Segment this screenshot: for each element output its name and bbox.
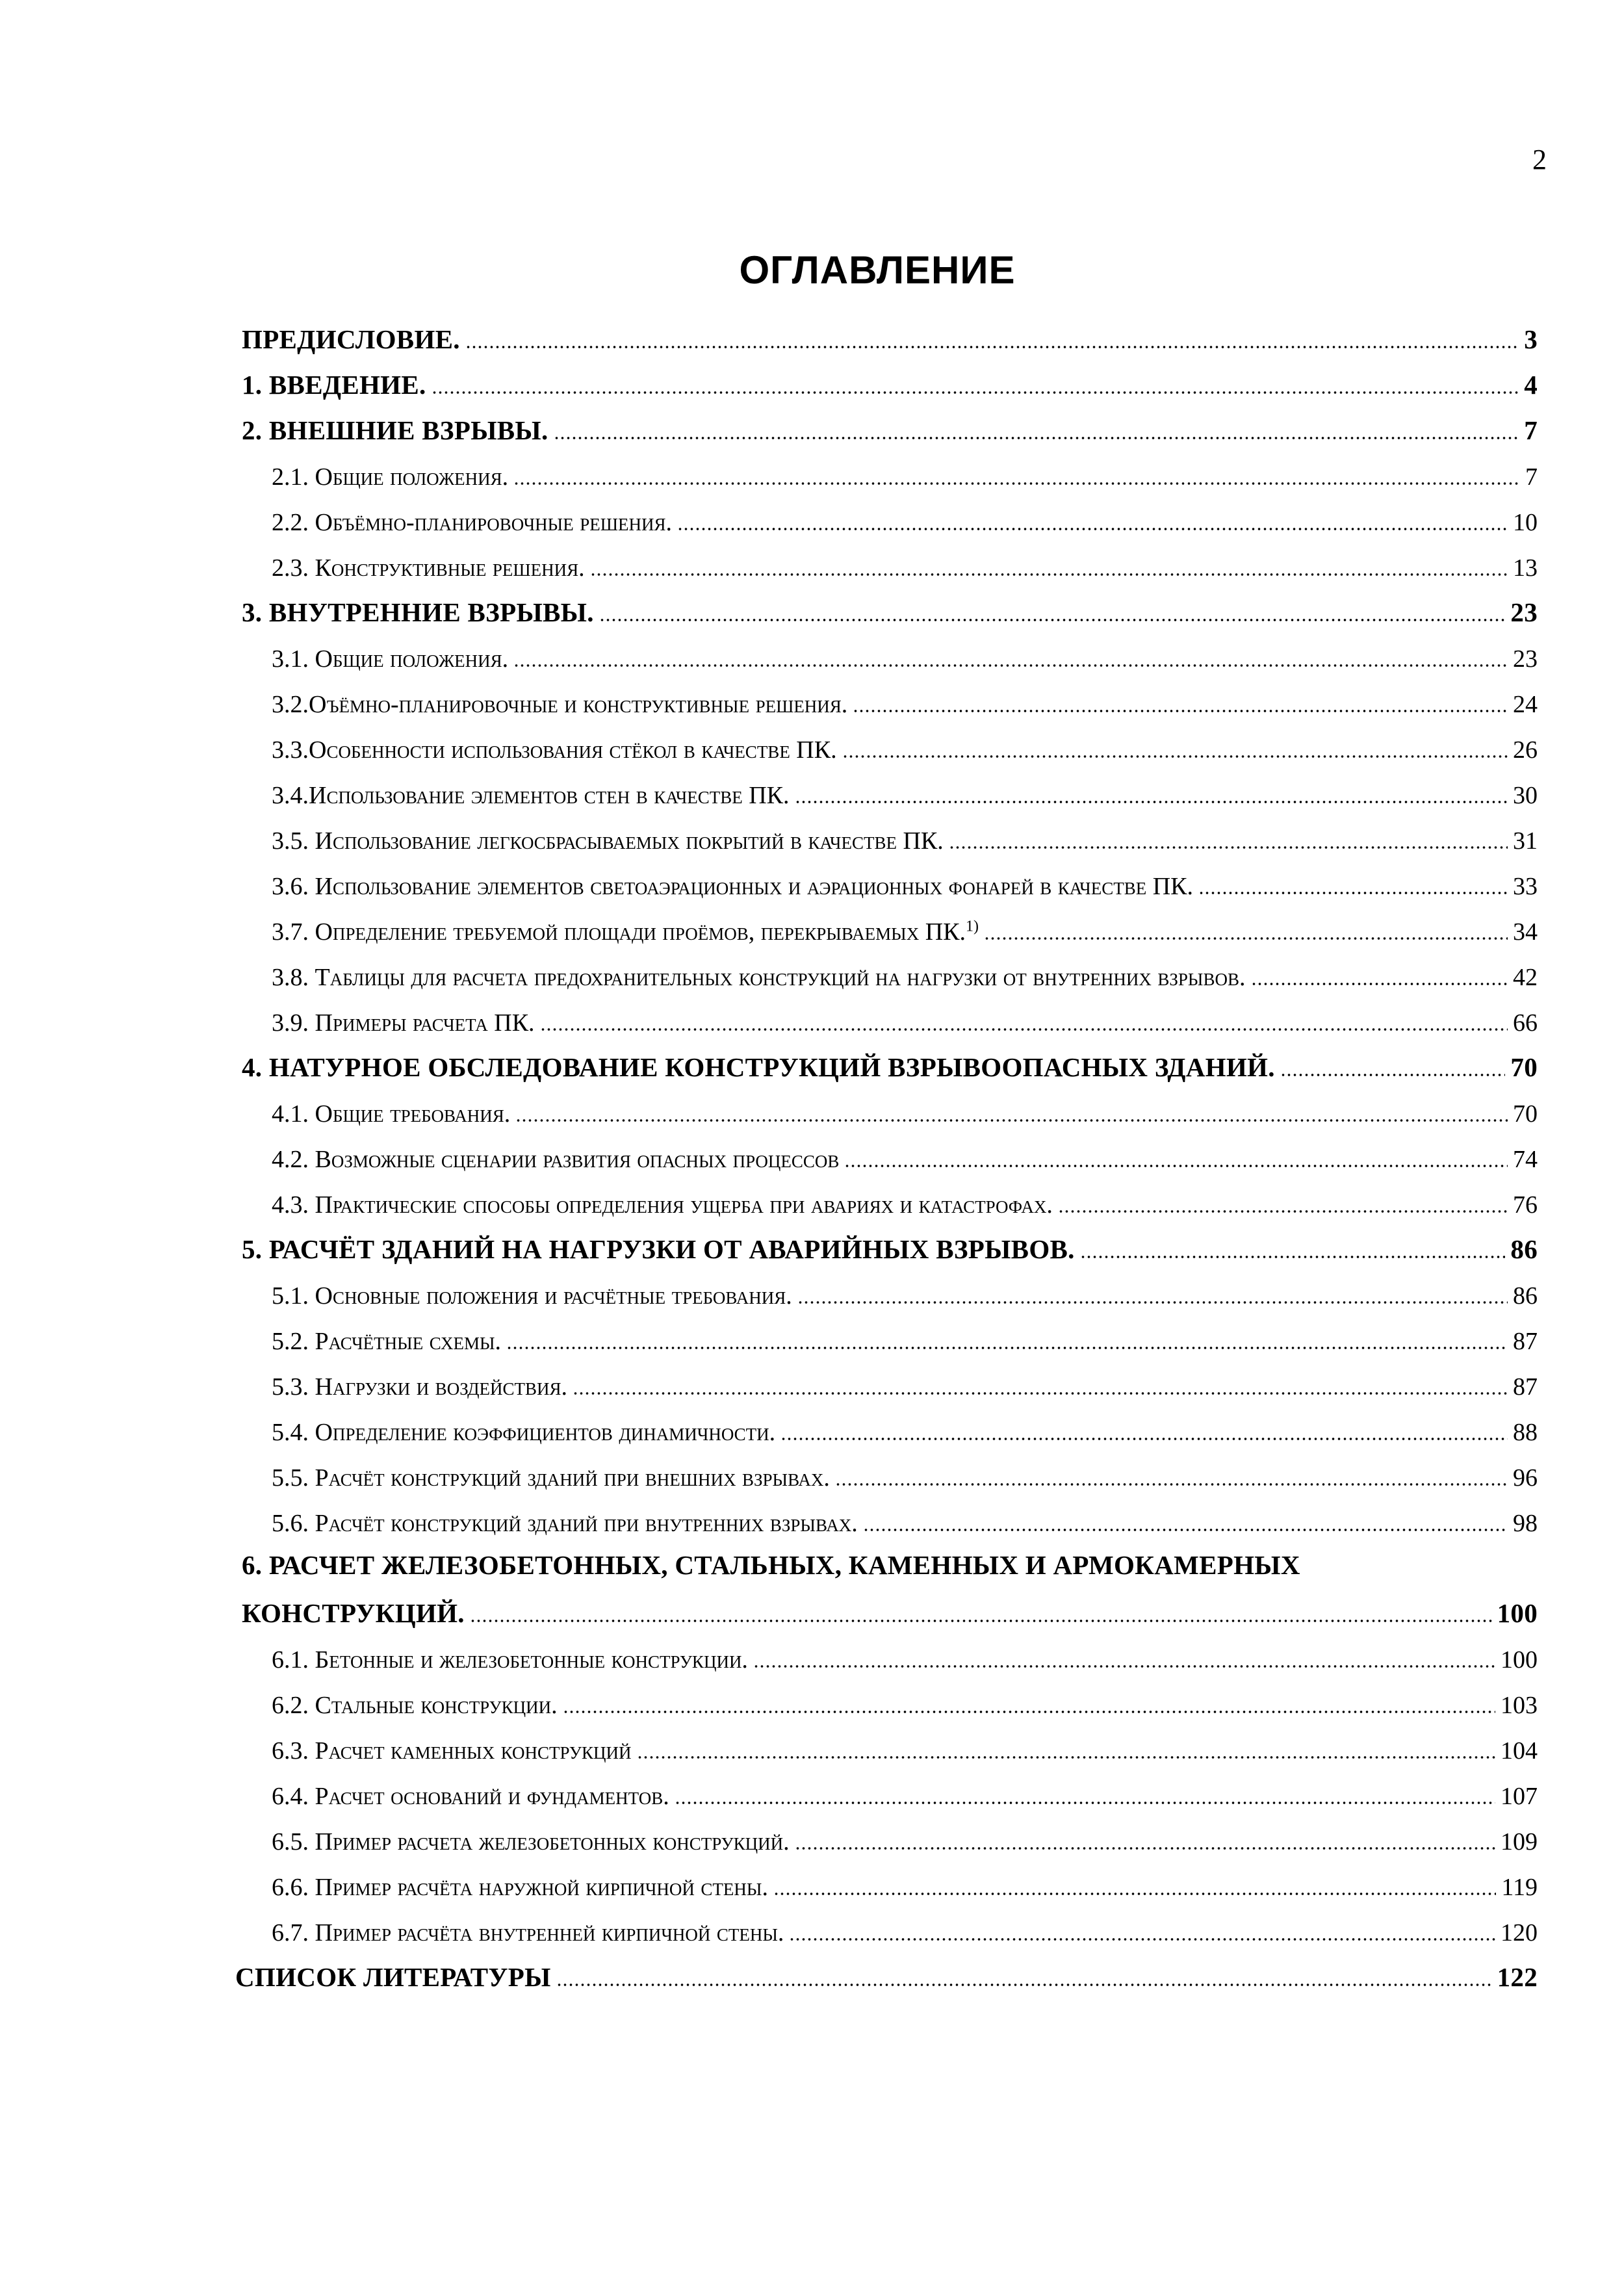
- toc-label: 6.2. Стальные конструкции.: [272, 1692, 558, 1719]
- toc-page: 100: [1497, 1598, 1538, 1628]
- toc-page: 70: [1513, 1100, 1538, 1128]
- dot-leader: [563, 1711, 1495, 1713]
- dot-leader: [853, 710, 1508, 712]
- toc-page: 4: [1524, 370, 1538, 400]
- dot-leader: [780, 1438, 1508, 1440]
- toc-entry[interactable]: [272, 685, 1538, 719]
- toc-entry[interactable]: [272, 1367, 1538, 1401]
- toc-page: 26: [1513, 736, 1538, 764]
- toc-entry[interactable]: [242, 1049, 1538, 1083]
- dot-leader: [515, 1119, 1508, 1122]
- toc-page: 87: [1513, 1328, 1538, 1355]
- toc-entry-heading-line[interactable]: [242, 1549, 1300, 1583]
- toc-label: 4. НАТУРНОЕ ОБСЛЕДОВАНИЕ КОНСТРУКЦИЙ ВЗРЫВООПАСНЫХ ЗДАНИЙ.: [242, 1052, 1275, 1082]
- toc-label: 6.5. Пример расчета железобетонных конструкций.: [272, 1828, 790, 1856]
- toc-entry[interactable]: [242, 412, 1538, 446]
- dot-leader: [984, 937, 1508, 940]
- dot-leader: [675, 1802, 1495, 1804]
- toc-label: 5. РАСЧЁТ ЗДАНИЙ НА НАГРУЗКИ ОТ АВАРИЙНЫХ ВЗРЫВОВ.: [242, 1234, 1075, 1264]
- toc-entry[interactable]: [272, 1868, 1538, 1902]
- toc-page: 122: [1497, 1962, 1538, 1992]
- toc-label: 1. ВВЕДЕНИЕ.: [242, 370, 426, 400]
- toc-label: СПИСОК ЛИТЕРАТУРЫ: [235, 1962, 551, 1992]
- toc-page: 109: [1501, 1828, 1538, 1856]
- toc-page: 3: [1524, 324, 1538, 354]
- toc-entry[interactable]: [272, 549, 1538, 582]
- toc-label: 2.3. Конструктивные решения.: [272, 554, 585, 582]
- dot-leader: [844, 1165, 1508, 1167]
- toc-entry[interactable]: [235, 1959, 1538, 1993]
- toc-entry[interactable]: [272, 1003, 1538, 1037]
- toc-label: 2. ВНЕШНИЕ ВЗРЫВЫ.: [242, 415, 548, 445]
- toc-page: 104: [1501, 1737, 1538, 1765]
- dot-leader: [637, 1756, 1495, 1759]
- dot-leader: [863, 1529, 1508, 1531]
- toc-entry[interactable]: [272, 912, 1538, 946]
- toc-entry[interactable]: [272, 1094, 1538, 1128]
- toc-entry[interactable]: [272, 640, 1538, 673]
- dot-leader: [465, 346, 1519, 348]
- dot-leader: [556, 1984, 1492, 1986]
- toc-label: 6.4. Расчет оснований и фундаментов.: [272, 1783, 669, 1810]
- toc-label: 3.5. Использование легкосбрасываемых покрытий в качестве ПК.: [272, 827, 944, 855]
- toc-entry[interactable]: [272, 1822, 1538, 1856]
- toc-page: 34: [1513, 918, 1538, 946]
- dot-leader: [1080, 1256, 1506, 1258]
- toc-entry[interactable]: [272, 1276, 1538, 1310]
- dot-leader: [842, 755, 1508, 758]
- toc-label: 5.1. Основные положения и расчётные требования.: [272, 1282, 792, 1310]
- toc-label: 3. ВНУТРЕННИЕ ВЗРЫВЫ.: [242, 597, 594, 627]
- toc-label: КОНСТРУКЦИЙ.: [242, 1598, 465, 1628]
- page-title: ОГЛАВЛЕНИЕ: [739, 248, 1016, 292]
- toc-entry[interactable]: [272, 503, 1538, 537]
- toc-entry[interactable]: [272, 1686, 1538, 1720]
- toc-page: 98: [1513, 1510, 1538, 1537]
- toc-entry[interactable]: [242, 1231, 1538, 1265]
- dot-leader: [590, 573, 1508, 576]
- toc-page: 42: [1513, 964, 1538, 991]
- dot-leader: [432, 391, 1519, 394]
- toc-label: 5.2. Расчётные схемы.: [272, 1328, 502, 1355]
- toc-label: 3.3.Особенности использования стёкол в качестве ПК.: [272, 736, 837, 764]
- toc-label: 2.2. Объёмно-планировочные решения.: [272, 509, 672, 536]
- toc-label: 5.5. Расчёт конструкций зданий при внешних взрывах.: [272, 1464, 830, 1492]
- toc-label: 6.7. Пример расчёта внутренней кирпичной стены.: [272, 1919, 784, 1946]
- toc-page: 100: [1501, 1646, 1538, 1674]
- toc-label: 5.6. Расчёт конструкций зданий при внутренних взрывах.: [272, 1510, 858, 1537]
- toc-page: 24: [1513, 691, 1538, 718]
- toc-entry[interactable]: [272, 1413, 1538, 1447]
- toc-entry[interactable]: [242, 367, 1538, 400]
- toc-page: 87: [1513, 1373, 1538, 1401]
- toc-entry[interactable]: [242, 1595, 1538, 1629]
- toc-label: 3.2.Оъёмно-планировочные и конструктивные решения.: [272, 691, 848, 718]
- toc-page: 74: [1513, 1146, 1538, 1173]
- dot-leader: [554, 437, 1519, 439]
- toc-page: 33: [1513, 873, 1538, 900]
- footnote-marker: 1): [966, 918, 979, 935]
- toc-entry[interactable]: [242, 594, 1538, 628]
- dot-leader: [540, 1028, 1508, 1031]
- dot-leader: [753, 1665, 1495, 1668]
- toc-label: 3.7. Определение требуемой площади проёмов, перекрываемых ПК.$^{1)}$: [272, 918, 979, 946]
- toc-page: 70: [1510, 1052, 1538, 1082]
- toc-page: 103: [1501, 1692, 1538, 1719]
- dot-leader: [773, 1893, 1496, 1895]
- toc-label: 3.6. Использование элементов светоаэрационных и аэрационных фонарей в качестве ПК.: [272, 873, 1193, 900]
- dot-leader: [513, 482, 1520, 485]
- toc-entry[interactable]: [272, 1731, 1538, 1765]
- toc-label: 5.4. Определение коэффициентов динамичности.: [272, 1419, 776, 1446]
- toc-label: 3.8. Таблицы для расчета предохранительных конструкций на нагрузки от внутренних взрывов.: [272, 964, 1246, 991]
- dot-leader: [795, 1847, 1495, 1850]
- toc-page: 119: [1501, 1874, 1538, 1901]
- toc-entry[interactable]: [272, 1913, 1538, 1947]
- toc-page: 10: [1513, 509, 1538, 536]
- toc-entry[interactable]: [272, 1777, 1538, 1811]
- toc-page: 86: [1513, 1282, 1538, 1310]
- dot-leader: [949, 846, 1508, 849]
- toc-page: 31: [1513, 827, 1538, 855]
- toc-page: 96: [1513, 1464, 1538, 1492]
- toc-label: 6.6. Пример расчёта наружной кирпичной стены.: [272, 1874, 768, 1901]
- toc-page: 23: [1513, 645, 1538, 673]
- toc-entry[interactable]: [272, 1458, 1538, 1492]
- toc-label: 4.3. Практические способы определения ущерба при авариях и катастрофах.: [272, 1191, 1053, 1219]
- dot-leader: [1198, 892, 1508, 894]
- dot-leader: [470, 1620, 1492, 1622]
- toc-entry[interactable]: [272, 1504, 1538, 1538]
- dot-leader: [573, 1392, 1508, 1395]
- toc-page: 23: [1510, 597, 1538, 627]
- dot-leader: [677, 528, 1508, 530]
- toc-entry[interactable]: [272, 1140, 1538, 1174]
- toc-page: 120: [1501, 1919, 1538, 1946]
- toc-entry[interactable]: [272, 867, 1538, 901]
- dot-leader: [789, 1938, 1495, 1941]
- toc-entry[interactable]: [272, 458, 1538, 491]
- dot-leader: [513, 664, 1508, 667]
- toc-page: 13: [1513, 554, 1538, 582]
- toc-entry[interactable]: [272, 821, 1538, 855]
- dot-leader: [599, 619, 1506, 621]
- toc-label: 4.2. Возможные сценарии развития опасных процессов: [272, 1146, 840, 1173]
- dot-leader: [797, 1301, 1508, 1304]
- toc-label: 3.9. Примеры расчета ПК.: [272, 1009, 535, 1037]
- toc-label: 6.1. Бетонные и железобетонные конструкции.: [272, 1646, 748, 1674]
- toc-page: 107: [1501, 1783, 1538, 1810]
- dot-leader: [506, 1347, 1508, 1349]
- toc-label: ПРЕДИСЛОВИЕ.: [242, 324, 460, 354]
- toc-page: 66: [1513, 1009, 1538, 1037]
- toc-entry[interactable]: [272, 776, 1538, 810]
- toc-page: 86: [1510, 1234, 1538, 1264]
- toc-label: 6. РАСЧЕТ ЖЕЛЕЗОБЕТОННЫХ, СТАЛЬНЫХ, КАМЕННЫХ И АРМОКАМЕРНЫХ: [242, 1550, 1300, 1580]
- toc-entry[interactable]: [272, 1640, 1538, 1674]
- dot-leader: [795, 801, 1508, 803]
- toc-entry[interactable]: [272, 958, 1538, 992]
- page-number: 2: [1532, 144, 1547, 175]
- toc-label: 3.1. Общие положения.: [272, 645, 509, 673]
- toc-entry[interactable]: [272, 1322, 1538, 1356]
- toc-entry[interactable]: [272, 731, 1538, 764]
- dot-leader: [1058, 1210, 1508, 1213]
- toc-page: 7: [1525, 463, 1538, 491]
- toc-label: 5.3. Нагрузки и воздействия.: [272, 1373, 567, 1401]
- dot-leader: [835, 1483, 1508, 1486]
- dot-leader: [1251, 983, 1508, 985]
- toc-page: 88: [1513, 1419, 1538, 1446]
- toc-label: 2.1. Общие положения.: [272, 463, 509, 491]
- toc-page: 30: [1513, 782, 1538, 809]
- dot-leader: [1280, 1074, 1506, 1076]
- toc-label: 4.1. Общие требования.: [272, 1100, 511, 1128]
- toc-page: 7: [1524, 415, 1538, 445]
- toc-label: 3.4.Использование элементов стен в качестве ПК.: [272, 782, 790, 809]
- toc-label: 6.3. Расчет каменных конструкций: [272, 1737, 632, 1765]
- toc-entry[interactable]: [272, 1185, 1538, 1219]
- toc-entry[interactable]: [242, 321, 1538, 355]
- toc-page: 76: [1513, 1191, 1538, 1219]
